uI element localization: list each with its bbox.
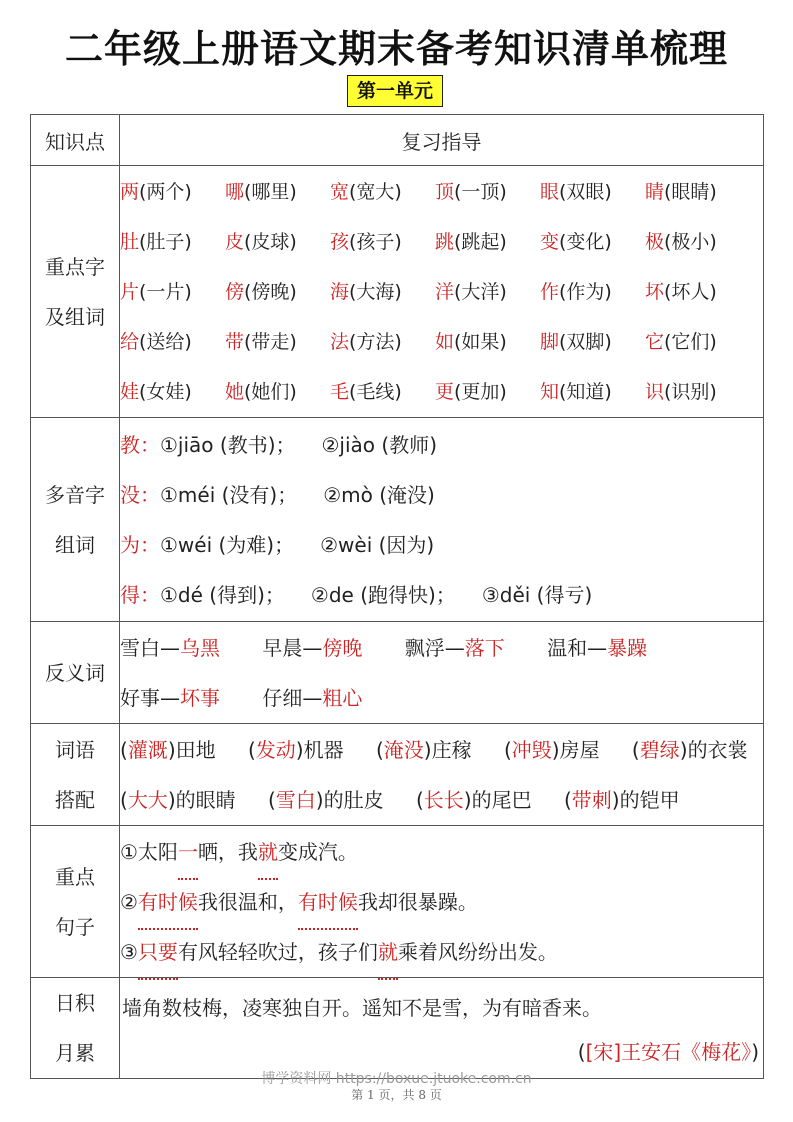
key-char-word: (眼睛) — [664, 180, 717, 203]
separator: ： — [140, 482, 160, 507]
key-char-word: (变化) — [559, 230, 612, 253]
key-char: 识 — [645, 380, 665, 403]
key-char-item — [330, 167, 435, 217]
key-char-item — [120, 167, 225, 217]
reading: ①wéi (为难)； — [160, 532, 295, 557]
key-char: 给 — [120, 330, 140, 353]
key-char-word: (宽大) — [349, 180, 402, 203]
sentence-text: ①太阳 — [120, 839, 178, 864]
polyphone-char: 没 — [120, 482, 140, 507]
poem-source-text: [宋]王安石《梅花》 — [585, 1040, 752, 1064]
collocation-word: 带刺 — [571, 787, 612, 812]
antonym-answer: 暴躁 — [607, 635, 648, 660]
sentence-keyword: 就 — [378, 927, 398, 977]
label-line: 多音字 — [45, 482, 105, 507]
separator: ： — [140, 432, 160, 457]
key-char-word: (毛线) — [349, 380, 402, 403]
key-char-item — [225, 267, 330, 317]
collocation-noun: 的眼睛 — [175, 787, 236, 812]
collocation-noun: 庄稼 — [431, 737, 472, 762]
key-char-word: (双眼) — [559, 180, 612, 203]
page-title: 二年级上册语文期末备考知识清单梳理 — [64, 27, 728, 71]
label-collocations — [31, 724, 120, 826]
key-char: 变 — [540, 230, 560, 253]
sentence-keyword: 有时候 — [138, 877, 198, 927]
collocation-noun: 机器 — [303, 737, 344, 762]
key-char: 极 — [645, 230, 665, 253]
antonym-answer: 粗心 — [322, 685, 363, 710]
polyphone-item — [120, 520, 763, 570]
key-char: 法 — [330, 330, 350, 353]
key-char-item — [540, 367, 645, 417]
separator: ： — [140, 532, 160, 557]
label-line: 组词 — [55, 532, 95, 557]
row-antonyms — [31, 622, 764, 724]
antonym-line — [120, 623, 763, 673]
sentence-text: ③ — [120, 939, 138, 964]
key-char-item — [120, 317, 225, 367]
antonym-word: 雪白— — [120, 635, 180, 660]
key-char-item — [435, 367, 540, 417]
label-line: 月累 — [55, 1041, 95, 1065]
reading: ①méi (没有)； — [160, 482, 298, 507]
polyphone-item — [120, 420, 763, 470]
key-char-word: (它们) — [664, 330, 717, 353]
key-char-item — [120, 267, 225, 317]
poem-text: 墙角数枝梅，凌寒独自开。遥知不是雪，为有暗香来。 — [122, 996, 602, 1020]
col-header-guide: 复习指导 — [120, 115, 764, 166]
collocation-line: (灌溉)田地 (发动)机器 (淹没)庄稼 (冲毁)房屋 (碧绿)的衣裳 — [120, 737, 748, 762]
key-char: 她 — [225, 380, 245, 403]
row-collocations — [31, 724, 764, 826]
label-line: 重点 — [55, 864, 95, 889]
key-char-item — [540, 167, 645, 217]
watermark: 博学资料网 https://boxue.jtuoke.com.cn — [261, 1071, 532, 1087]
row-sentences — [31, 826, 764, 978]
polyphone-char: 得 — [120, 582, 140, 607]
col-header-knowledge: 知识点 — [31, 115, 120, 166]
antonym-word: 早晨— — [262, 635, 323, 660]
key-char-word: (傍晚) — [244, 280, 297, 303]
label-line: 词语 — [55, 737, 95, 762]
key-char-item — [225, 317, 330, 367]
key-char-word: (作为) — [559, 280, 612, 303]
row-polyphones — [31, 418, 764, 622]
key-char-word: (知道) — [559, 380, 612, 403]
polyphone-char: 教 — [120, 432, 140, 457]
key-char-item — [435, 317, 540, 367]
antonym-word: 好事— — [120, 685, 180, 710]
collocation-word: 碧绿 — [639, 737, 680, 762]
key-char-item — [120, 367, 225, 417]
key-char-item — [645, 217, 750, 267]
key-char-item — [435, 167, 540, 217]
separator: ： — [140, 582, 160, 607]
key-char-item — [435, 217, 540, 267]
key-char-item — [120, 217, 225, 267]
label-polyphones — [31, 418, 120, 622]
key-char: 如 — [435, 330, 455, 353]
key-char-item — [540, 267, 645, 317]
collocation-word: 淹没 — [383, 737, 424, 762]
poem-source — [120, 1032, 763, 1072]
antonym-answer: 乌黑 — [180, 635, 220, 660]
label-sentences — [31, 826, 120, 978]
collocation-noun: 田地 — [175, 737, 216, 762]
sentence-text: 晒，我 — [197, 839, 258, 864]
table-header-row — [31, 115, 764, 166]
key-char: 它 — [645, 330, 665, 353]
key-char-item — [330, 367, 435, 417]
accumulation-cell — [120, 978, 764, 1079]
key-char-word: (皮球) — [244, 230, 297, 253]
key-char-word: (极小) — [664, 230, 717, 253]
key-char: 脚 — [540, 330, 560, 353]
key-char: 娃 — [120, 380, 140, 403]
key-char: 海 — [330, 280, 350, 303]
paren-open: ( — [577, 1040, 586, 1064]
key-char-word: (女娃) — [139, 380, 192, 403]
reading: ①jiāo (教书)； — [160, 432, 296, 457]
key-char: 两 — [120, 180, 140, 203]
label-accumulation — [31, 978, 120, 1079]
key-char-word: (跳起) — [454, 230, 507, 253]
sentence-keyword: 一 — [178, 827, 198, 877]
unit-badge: 第一单元 — [347, 75, 443, 107]
key-char-word: (更加) — [454, 380, 507, 403]
collocation-noun: 的尾巴 — [471, 787, 532, 812]
row-accumulation — [31, 978, 764, 1079]
key-char-word: (双脚) — [559, 330, 612, 353]
collocation-word: 灌溉 — [127, 737, 168, 762]
key-chars-grid — [120, 167, 763, 417]
polyphones-cell — [120, 418, 764, 622]
key-char: 知 — [540, 380, 560, 403]
key-char-item — [645, 267, 750, 317]
sentence-keyword: 有时候 — [298, 877, 358, 927]
sentence-keyword: 就 — [258, 827, 278, 877]
polyphone-char: 为 — [120, 532, 140, 557]
row-key-chars — [31, 166, 764, 418]
antonym-line — [120, 673, 763, 723]
key-char: 坏 — [645, 280, 665, 303]
reading: ③děi (得亏) — [481, 582, 593, 607]
antonym-answer: 坏事 — [180, 685, 220, 710]
reading: ①dé (得到)； — [160, 582, 285, 607]
key-char: 眼 — [540, 180, 560, 203]
key-char-item — [330, 217, 435, 267]
key-char: 带 — [225, 330, 245, 353]
key-char-item — [645, 167, 750, 217]
label-line: 日积 — [55, 991, 95, 1015]
key-char: 睛 — [645, 180, 665, 203]
key-char-word: (孩子) — [349, 230, 402, 253]
collocation-noun: 的肚皮 — [323, 787, 384, 812]
key-char-item — [645, 367, 750, 417]
sentence — [120, 827, 763, 877]
key-chars-grid-cell — [120, 166, 764, 418]
antonym-word: 温和— — [547, 635, 608, 660]
key-char-item — [330, 267, 435, 317]
key-char-item — [225, 167, 330, 217]
reading: ②mò (淹没) — [323, 482, 435, 507]
key-char-word: (识别) — [664, 380, 717, 403]
key-char-item — [540, 317, 645, 367]
antonym-word: 仔细— — [262, 685, 323, 710]
sentence — [120, 877, 763, 927]
collocation-noun: 房屋 — [559, 737, 600, 762]
key-char-word: (肚子) — [139, 230, 192, 253]
sentence-text: 有风轻轻吹过，孩子们 — [177, 939, 378, 964]
key-char-item — [330, 317, 435, 367]
reading: ②de (跑得快)； — [310, 582, 456, 607]
antonyms-cell — [120, 622, 764, 724]
key-char-word: (大洋) — [454, 280, 507, 303]
key-char-word: (方法) — [349, 330, 402, 353]
collocation-word: 冲毁 — [511, 737, 552, 762]
sentence-keyword: 只要 — [138, 927, 178, 977]
label-antonyms: 反义词 — [31, 622, 120, 724]
key-char-word: (带走) — [244, 330, 297, 353]
key-char: 片 — [120, 280, 140, 303]
label-line: 重点字 — [45, 254, 105, 279]
key-char: 跳 — [435, 230, 455, 253]
collocation-word: 长长 — [423, 787, 464, 812]
sentences-cell — [120, 826, 764, 978]
sentence — [120, 927, 763, 977]
key-char: 傍 — [225, 280, 245, 303]
key-char-word: (两个) — [139, 180, 192, 203]
key-char-word: (一顶) — [454, 180, 507, 203]
reading: ②jiào (教师) — [321, 432, 437, 457]
collocation-noun: 的衣裳 — [687, 737, 748, 762]
reading: ②wèi (因为) — [320, 532, 435, 557]
sentence-text: 乘着风纷纷出发。 — [397, 939, 558, 964]
key-char: 洋 — [435, 280, 455, 303]
key-char: 宽 — [330, 180, 350, 203]
key-char-item — [225, 217, 330, 267]
key-char: 更 — [435, 380, 455, 403]
sentence-text: 变成汽。 — [277, 839, 358, 864]
collocation-line: (大大)的眼睛 (雪白)的肚皮 (长长)的尾巴 (带刺)的铠甲 — [120, 787, 680, 812]
key-char: 哪 — [225, 180, 245, 203]
key-char-word: (如果) — [454, 330, 507, 353]
collocation-word: 雪白 — [275, 787, 316, 812]
label-line: 句子 — [55, 914, 95, 939]
key-char: 顶 — [435, 180, 455, 203]
paren-close: ) — [751, 1040, 759, 1064]
key-char: 肚 — [120, 230, 140, 253]
key-char-item — [225, 367, 330, 417]
sentence-text: 我很温和， — [197, 889, 298, 914]
key-char: 孩 — [330, 230, 350, 253]
key-char-word: (大海) — [349, 280, 402, 303]
label-key-chars — [31, 166, 120, 418]
collocation-word: 发动 — [255, 737, 296, 762]
antonym-word: 飘浮— — [404, 635, 465, 660]
key-char: 毛 — [330, 380, 350, 403]
polyphone-item — [120, 470, 763, 520]
key-char-item — [645, 317, 750, 367]
label-line: 搭配 — [55, 787, 95, 812]
knowledge-table — [30, 114, 764, 1079]
key-char: 作 — [540, 280, 560, 303]
sentence-text: 我却很暴躁。 — [357, 889, 478, 914]
collocation-word: 大大 — [127, 787, 168, 812]
key-char-word: (哪里) — [244, 180, 297, 203]
label-line: 及组词 — [45, 304, 105, 329]
page-number: 第 1 页，共 8 页 — [351, 1088, 442, 1102]
key-char-word: (她们) — [244, 380, 297, 403]
antonym-answer: 傍晚 — [322, 635, 363, 660]
collocations-cell — [120, 724, 764, 826]
key-char-item — [540, 217, 645, 267]
antonym-answer: 落下 — [464, 635, 505, 660]
sentence-text: ② — [120, 889, 138, 914]
polyphone-item — [120, 570, 763, 620]
key-char-word: (坏人) — [664, 280, 717, 303]
collocation-noun: 的铠甲 — [619, 787, 680, 812]
key-char: 皮 — [225, 230, 245, 253]
key-char-item — [435, 267, 540, 317]
key-char-word: (送给) — [139, 330, 192, 353]
key-char-word: (一片) — [139, 280, 192, 303]
